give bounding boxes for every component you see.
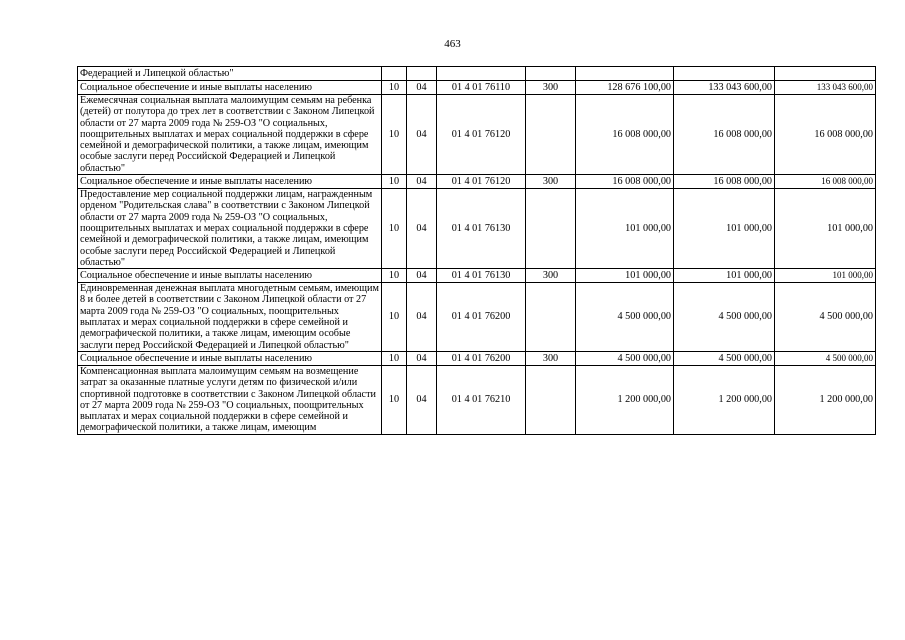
section-code <box>382 67 407 81</box>
amount-1: 16 008 000,00 <box>576 175 674 189</box>
amount-2: 133 043 600,00 <box>674 81 775 95</box>
amount-3: 16 008 000,00 <box>775 95 876 175</box>
amount-1: 128 676 100,00 <box>576 81 674 95</box>
item-name: Социальное обеспечение и иные выплаты населению <box>78 81 382 95</box>
table-row <box>78 81 876 95</box>
item-name: Ежемесячная социальная выплата малоимущим семьям на ребенка (детей) от полутора до трех лет в соответствии с Законом Липецкой области от 27 марта 2009 года № 259-ОЗ "О социальных, поощрительных выплатах и мерах социальной поддержки в сфере семейной и демографической политики, а также лицам, имеющим особые заслуги перед Российской Федерацией и Липецкой областью" <box>78 95 382 175</box>
item-name: Социальное обеспечение и иные выплаты населению <box>78 175 382 189</box>
expense-type-code <box>526 189 576 269</box>
amount-2: 16 008 000,00 <box>674 175 775 189</box>
expense-type-code <box>526 95 576 175</box>
page-number: 463 <box>444 38 461 50</box>
section-code: 10 <box>382 95 407 175</box>
subsection-code: 04 <box>407 81 437 95</box>
target-article-code: 01 4 01 76200 <box>437 351 526 365</box>
amount-1: 4 500 000,00 <box>576 283 674 352</box>
amount-1: 4 500 000,00 <box>576 351 674 365</box>
subsection-code: 04 <box>407 351 437 365</box>
section-code: 10 <box>382 283 407 352</box>
amount-3: 133 043 600,00 <box>775 81 876 95</box>
target-article-code: 01 4 01 76200 <box>437 283 526 352</box>
expense-type-code <box>526 365 576 434</box>
subsection-code <box>407 67 437 81</box>
section-code: 10 <box>382 351 407 365</box>
item-name: Предоставление мер социальной поддержки лицам, награжденным орденом "Родительская слава" в соответствии с Законом Липецкой области от 27 марта 2009 года № 259-ОЗ "О социальных, поощрительных выплатах и мерах социальной поддержки в сфере семейной и демографической политики, а также лицам, имеющим особые заслуги перед Российской Федерацией и Липецкой областью" <box>78 189 382 269</box>
table-row <box>78 351 876 365</box>
section-code: 10 <box>382 175 407 189</box>
amount-2: 16 008 000,00 <box>674 95 775 175</box>
table-row <box>78 365 876 434</box>
amount-1 <box>576 67 674 81</box>
item-name: Социальное обеспечение и иные выплаты населению <box>78 269 382 283</box>
amount-1: 16 008 000,00 <box>576 95 674 175</box>
amount-2 <box>674 67 775 81</box>
item-name: Социальное обеспечение и иные выплаты населению <box>78 351 382 365</box>
target-article-code: 01 4 01 76130 <box>437 189 526 269</box>
item-name: Единовременная денежная выплата многодетным семьям, имеющим 8 и более детей в соответствии с Законом Липецкой области от 27 марта 2009 года № 259-ОЗ "О социальных, поощрительных выплатах и мерах социальной поддержки в сфере семейной и демографической политики, а также лицам, имеющим особые заслуги перед Российской Федерацией и Липецкой областью" <box>78 283 382 352</box>
amount-2: 1 200 000,00 <box>674 365 775 434</box>
table-row <box>78 283 876 352</box>
amount-2: 101 000,00 <box>674 189 775 269</box>
expense-type-code: 300 <box>526 351 576 365</box>
target-article-code: 01 4 01 76130 <box>437 269 526 283</box>
amount-1: 101 000,00 <box>576 269 674 283</box>
section-code: 10 <box>382 269 407 283</box>
table-row <box>78 95 876 175</box>
expense-type-code: 300 <box>526 81 576 95</box>
budget-table <box>77 66 876 435</box>
expense-type-code <box>526 67 576 81</box>
target-article-code <box>437 67 526 81</box>
amount-3 <box>775 67 876 81</box>
table-row <box>78 189 876 269</box>
subsection-code: 04 <box>407 95 437 175</box>
amount-3: 4 500 000,00 <box>775 283 876 352</box>
item-name: Компенсационная выплата малоимущим семьям на возмещение затрат за оказанные платные услуги детям по физической и/или спортивной подготовке в соответствии с Законом Липецкой области от 27 марта 2009 года № 259-ОЗ "О социальных, поощрительных выплатах и мерах социальной поддержки в сфере семейной и демографической политики, а также лицам, имеющим <box>78 365 382 434</box>
table-row <box>78 269 876 283</box>
item-name: Федерацией и Липецкой областью" <box>78 67 382 81</box>
subsection-code: 04 <box>407 283 437 352</box>
target-article-code: 01 4 01 76210 <box>437 365 526 434</box>
subsection-code: 04 <box>407 189 437 269</box>
amount-3: 1 200 000,00 <box>775 365 876 434</box>
subsection-code: 04 <box>407 269 437 283</box>
amount-3: 101 000,00 <box>775 269 876 283</box>
table-row <box>78 67 876 81</box>
section-code: 10 <box>382 189 407 269</box>
target-article-code: 01 4 01 76120 <box>437 175 526 189</box>
section-code: 10 <box>382 365 407 434</box>
table-row <box>78 175 876 189</box>
subsection-code: 04 <box>407 175 437 189</box>
amount-2: 4 500 000,00 <box>674 283 775 352</box>
amount-2: 101 000,00 <box>674 269 775 283</box>
target-article-code: 01 4 01 76120 <box>437 95 526 175</box>
amount-3: 4 500 000,00 <box>775 351 876 365</box>
amount-1: 101 000,00 <box>576 189 674 269</box>
section-code: 10 <box>382 81 407 95</box>
expense-type-code <box>526 283 576 352</box>
target-article-code: 01 4 01 76110 <box>437 81 526 95</box>
amount-3: 16 008 000,00 <box>775 175 876 189</box>
expense-type-code: 300 <box>526 175 576 189</box>
subsection-code: 04 <box>407 365 437 434</box>
amount-3: 101 000,00 <box>775 189 876 269</box>
amount-2: 4 500 000,00 <box>674 351 775 365</box>
amount-1: 1 200 000,00 <box>576 365 674 434</box>
expense-type-code: 300 <box>526 269 576 283</box>
